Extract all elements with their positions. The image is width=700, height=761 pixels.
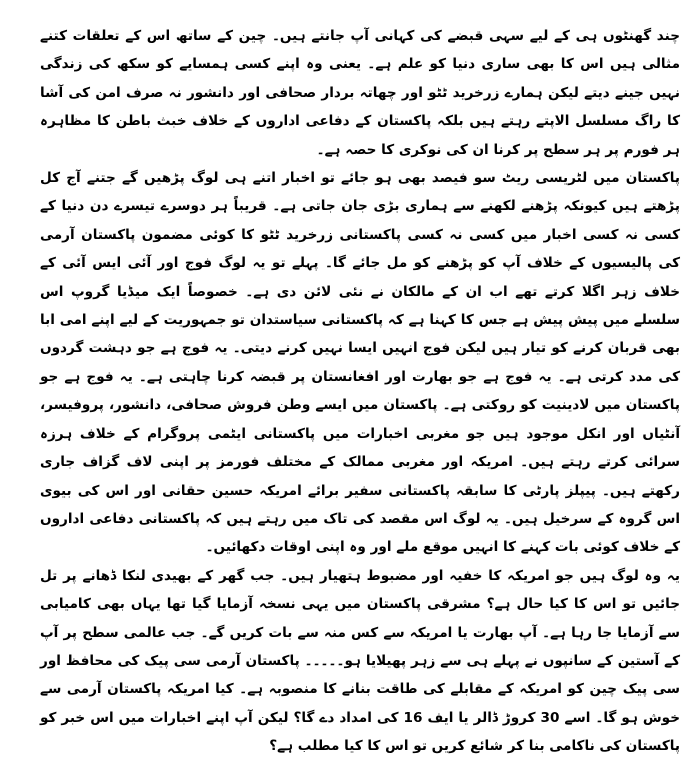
paragraph-2: پاکستان میں لٹریسی ریٹ سو فیصد بھی ہو جائے تو اخبار اتنے ہی لوگ پڑھیں گے جتنے آج کل پڑھتے ہیں کیونکہ پڑھنے لکھنے سے ہماری بڑی جان جاتی ہے۔ قریباً ہر دوسرے تیسرے دن دنیا کے کسی نہ کسی اخبار میں کسی نہ کسی پاکستانی زرخرید ٹٹو کا کوئی مضمون پاکستان آرمی کی پالیسیوں کے خلاف آپ کو پڑھنے کو مل جائے گا۔ پہلے تو یہ لوگ فوج اور آئی ایس آئی کے خلاف زہر اگلا کرتے تھے اب ان کے مالکان نے نئی لائن دی ہے۔ خصوصاً ایک میڈیا گروپ اس سلسلے میں پیش پیش ہے جس کا کہنا ہے کہ پاکستانی سیاستدان تو جمہوریت کے لیے اپنے امی ابا بھی قربان کرنے کو تیار ہیں لیکن فوج انہیں ایسا نہیں کرنے دیتی۔ یہ فوج ہے جو دہشت گردوں کی مدد کرتی ہے۔ یہ فوج ہے جو بھارت اور افغانستان پر قبضہ کرنا چاہتی ہے۔ یہ فوج ہے جو پاکستان میں لادینیت کو روکتی ہے۔ پاکستان میں ایسے وطن فروش صحافی، دانشور، پروفیسر، آنٹیاں اور انکل موجود ہیں جو مغربی اخبارات میں پاکستانی ایٹمی پروگرام کے خلاف ہرزہ سرائی کرتے رہتے ہیں۔ امریکہ اور مغربی ممالک کے مختلف فورمز پر اپنی لاف گزاف جاری رکھتے ہیں۔ پیپلز پارٹی کا سابقہ پاکستانی سفیر برائے امریکہ حسین حقانی اور اس کی بیوی اس گروہ کے سرخیل ہیں۔ یہ لوگ اس مقصد کی تاک میں رہتے ہیں کہ پاکستانی دفاعی اداروں کے خلاف کوئی بات کہنے کا انہیں موقع ملے اور وہ اپنی اوقات دکھائیں۔: [40, 170, 680, 556]
paragraph-3: یہ وہ لوگ ہیں جو امریکہ کا خفیہ اور مضبوط ہتھیار ہیں۔ جب گھر کے بھیدی لنکا ڈھانے پر تل جائیں تو اس کا کیا حال ہے؟ مشرقی پاکستان میں یہی نسخہ آزمایا گیا تھا یہاں بھی کامیابی سے آزمایا جا رہا ہے۔ آپ بھارت یا امریکہ سے کس منہ سے بات کریں گے۔ جب عالمی سطح پر آپ کے آستین کے سانپوں نے پہلے ہی سے زہر پھیلایا ہو۔۔۔۔۔ پاکستان آرمی سی پیک کی محافظ اور سی پیک چین کو امریکہ کے مقابلے کی طاقت بنانے کا منصوبہ ہے۔ کیا امریکہ پاکستان آرمی سے خوش ہو گا۔ اسے 30 کروڑ ڈالر یا ایف 16 کی امداد دے گا؟ لیکن آپ اپنے اخبارات میں اس خبر کو پاکستان کی ناکامی بنا کر شائع کریں تو اس کا کیا مطلب ہے؟: [40, 567, 680, 755]
paragraph-1: چند گھنٹوں ہی کے لیے سہی قبضے کی کہانی آپ جانتے ہیں۔ چین کے ساتھ اس کے تعلقات کتنے مثالی ہیں اس کا بھی ساری دنیا کو علم ہے۔ یعنی وہ اپنے کسی ہمسایے کو سکھ کی زندگی نہیں جینے دیتے لیکن ہمارے زرخرید ٹٹو اور چھاتہ بردار صحافی اور دانشور نہ صرف امن کی آشا کا راگ مسلسل الاپتے رہتے ہیں بلکہ پاکستان کے دفاعی اداروں کے خلاف خبث باطن کا مظاہرہ ہر فورم پر ہر سطح پر کرنا ان کی نوکری کا حصہ ہے۔: [40, 28, 680, 158]
